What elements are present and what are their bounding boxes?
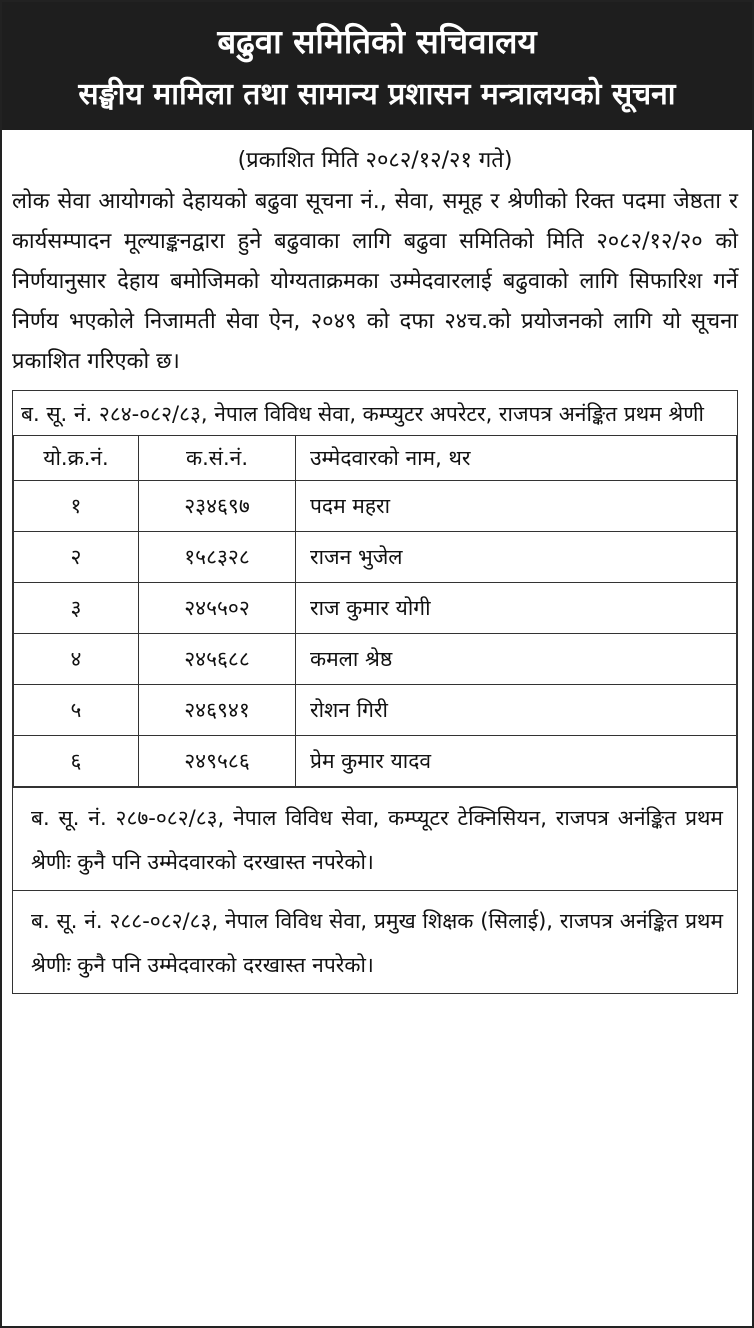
published-date: (प्रकाशित मिति २०८२/१२/२१ गते) [237,148,513,173]
col-candidate-name: उम्मेदवारको नाम, थर [296,436,737,481]
cell-serial: ४ [14,634,139,685]
col-serial: यो.क्र.नं. [14,436,139,481]
notice-body [2,144,752,994]
cell-name: रोशन गिरी [296,685,737,736]
note-text: ब. सू. नं. २८८-०८२/८३, नेपाल विविध सेवा, प्रमुख शिक्षक (सिलाई), राजपत्र अनंङ्कित प्रथम श्रेणीः कुनै पनि उम्मेदवारको दरखास्त नपरेको। [31,909,723,977]
cell-roll: २४५६८८ [139,634,296,685]
cell-roll: १५८३२८ [139,532,296,583]
header-title: बढुवा समितिको सचिवालय [217,22,537,61]
table-row [14,532,737,583]
note-text: ब. सू. नं. २८७-०८२/८३, नेपाल विविध सेवा, कम्प्यूटर टेक्निसियन, राजपत्र अनंङ्कित प्रथम श्रेणीः कुनै पनि उम्मेदवारको दरखास्त नपरेको। [31,806,723,874]
notice-header [2,2,752,130]
candidate-table [13,435,737,787]
table-row [14,583,737,634]
table-row [14,685,737,736]
col-roll-number: क.सं.नं. [139,436,296,481]
note-computer-technician [12,788,738,891]
section-computer-operator [12,390,738,788]
cell-serial: १ [14,481,139,532]
cell-roll: २४९५८६ [139,736,296,787]
cell-roll: २४५५०२ [139,583,296,634]
cell-roll: २३४६९७ [139,481,296,532]
cell-name: पदम महरा [296,481,737,532]
cell-serial: ६ [14,736,139,787]
cell-serial: ३ [14,583,139,634]
cell-serial: ५ [14,685,139,736]
cell-serial: २ [14,532,139,583]
header-subtitle: सङ्घीय मामिला तथा सामान्य प्रशासन मन्त्रालयको सूचना [78,77,676,112]
intro-paragraph: लोक सेवा आयोगको देहायको बढुवा सूचना नं., सेवा, समूह र श्रेणीको रिक्त पदमा जेष्ठता र कार्यसम्पादन मूल्याङ्कनद्वारा हुने बढुवाका लागि बढुवा समितिको मिति २०८२/१२/२० को निर्णयानुसार देहाय बमोजिमको योग्यताक्रमका उम्मेदवारलाई बढुवाको लागि सिफारिश गर्ने निर्णय भएकोले निजामती सेवा ऐन, २०४९ को दफा २४च.को प्रयोजनको लागि यो सूचना प्रकाशित गरिएको छ। [12,189,738,374]
table-row [14,736,737,787]
note-head-teacher-tailoring [12,891,738,994]
table-header-row [14,436,737,481]
section-heading: ब. सू. नं. २८४-०८२/८३, नेपाल विविध सेवा, कम्प्युटर अपरेटर, राजपत्र अनंङ्कित प्रथम श्रेणी [21,402,704,426]
cell-name: कमला श्रेष्ठ [296,634,737,685]
cell-name: राजन भुजेल [296,532,737,583]
cell-roll: २४६९४१ [139,685,296,736]
cell-name: राज कुमार योगी [296,583,737,634]
cell-name: प्रेम कुमार यादव [296,736,737,787]
table-row [14,634,737,685]
table-row [14,481,737,532]
